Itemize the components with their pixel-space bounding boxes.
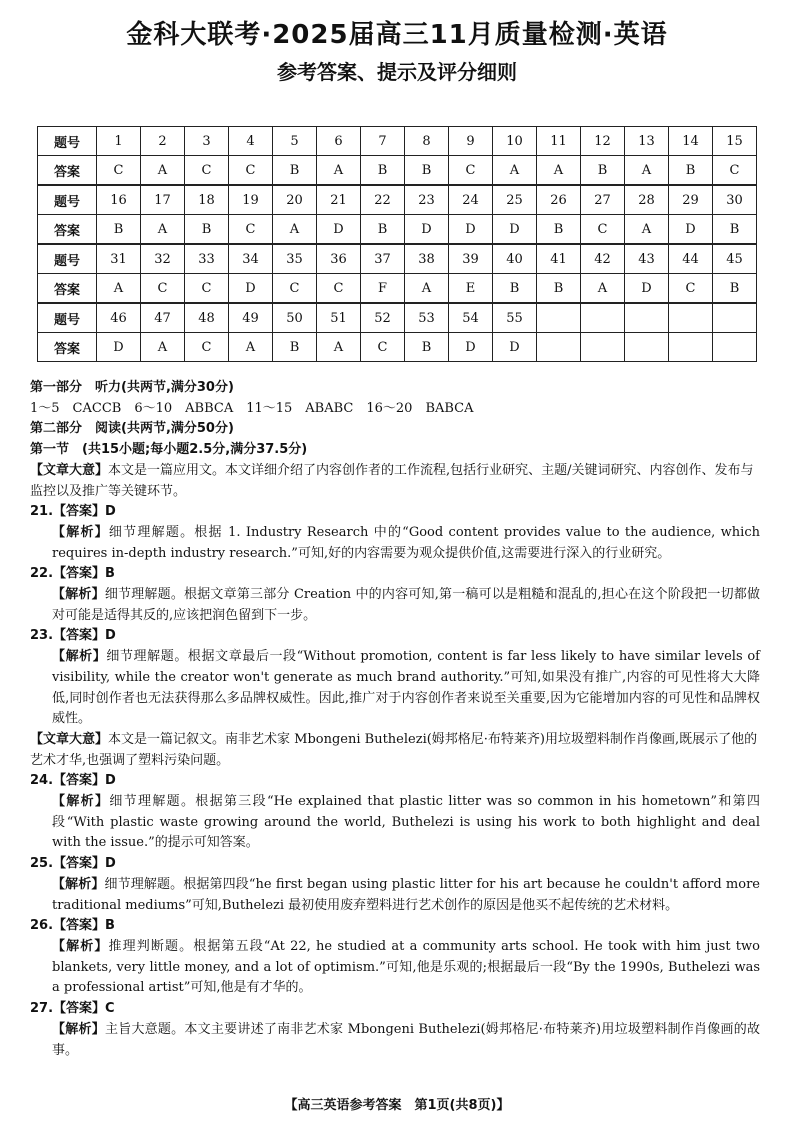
- answer-cell: [537, 333, 581, 362]
- question-number-cell: 25: [493, 185, 537, 215]
- question-number-cell: 15: [713, 127, 757, 156]
- answer-cell: C: [229, 156, 273, 186]
- q22-explanation: [30, 585, 760, 626]
- question-number-cell: 49: [229, 303, 273, 333]
- q22-answer: 22.【答案】B: [30, 566, 115, 582]
- answer-cell: A: [493, 156, 537, 186]
- question-number-cell: 26: [537, 185, 581, 215]
- question-number-cell: 38: [405, 244, 449, 274]
- answer-cell: C: [449, 156, 493, 186]
- q25-text: 细节理解题。根据第四段“he first began using plastic litter for his art because he couldn't afford more traditional mediums”可知,Buthelezi 最初使用废弃塑料进行艺术创作的原因是他买不起传统的艺术材料。: [52, 876, 760, 913]
- question-number-row: [38, 244, 757, 274]
- question-number-cell: 34: [229, 244, 273, 274]
- q27-explanation: [30, 1020, 760, 1061]
- q25-label: 【解析】: [52, 876, 105, 892]
- part1-answers: 1～5 CACCB 6～10 ABBCA 11～15 ABABC 16～20 BABCA: [30, 400, 474, 416]
- question-number-cell: 14: [669, 127, 713, 156]
- answer-cell: A: [229, 333, 273, 362]
- answer-cell: B: [185, 215, 229, 245]
- question-number-cell: 43: [625, 244, 669, 274]
- answer-cell: D: [449, 333, 493, 362]
- question-number-row: [38, 127, 757, 156]
- answer-cell: B: [361, 156, 405, 186]
- gist-a: [30, 461, 760, 502]
- q27-text: 主旨大意题。本文主要讲述了南非艺术家 Mbongeni Buthelezi(姆邦格尼·布特莱齐)用垃圾塑料制作肖像画的故事。: [52, 1021, 760, 1058]
- question-number-label: 题号: [38, 244, 97, 274]
- question-number-cell: 24: [449, 185, 493, 215]
- question-number-cell: 48: [185, 303, 229, 333]
- answer-cell: B: [713, 215, 757, 245]
- answer-cell: A: [273, 215, 317, 245]
- answer-label: 答案: [38, 215, 97, 245]
- q25-answer: 25.【答案】D: [30, 856, 116, 872]
- question-number-cell: 1: [97, 127, 141, 156]
- gist-b-label: 【文章大意】: [30, 731, 109, 747]
- gist-a-text: 本文是一篇应用文。本文详细介绍了内容创作者的工作流程,包括行业研究、主题/关键词研究、内容创作、发布与监控以及推广等关键环节。: [30, 462, 754, 499]
- question-number-label: 题号: [38, 303, 97, 333]
- answer-cell: B: [581, 156, 625, 186]
- answer-cell: E: [449, 274, 493, 304]
- question-number-cell: 20: [273, 185, 317, 215]
- answer-cell: A: [141, 215, 185, 245]
- answer-cell: C: [581, 215, 625, 245]
- q27-answer: 27.【答案】C: [30, 1001, 115, 1017]
- q21-answer: 21.【答案】D: [30, 504, 116, 520]
- answer-cell: A: [141, 333, 185, 362]
- question-number-cell: 3: [185, 127, 229, 156]
- question-number-cell: [713, 303, 757, 333]
- question-number-cell: 33: [185, 244, 229, 274]
- question-number-cell: 45: [713, 244, 757, 274]
- answer-cell: A: [625, 156, 669, 186]
- question-number-cell: 50: [273, 303, 317, 333]
- question-number-cell: 29: [669, 185, 713, 215]
- question-number-cell: 52: [361, 303, 405, 333]
- answer-cell: [713, 333, 757, 362]
- answer-cell: B: [273, 156, 317, 186]
- question-number-cell: 44: [669, 244, 713, 274]
- answer-cell: C: [141, 274, 185, 304]
- answer-cell: D: [493, 215, 537, 245]
- question-number-cell: 6: [317, 127, 361, 156]
- answer-cell: D: [405, 215, 449, 245]
- answer-cell: B: [361, 215, 405, 245]
- question-number-cell: 7: [361, 127, 405, 156]
- answer-cell: A: [317, 156, 361, 186]
- question-number-cell: 39: [449, 244, 493, 274]
- gist-b-text: 本文是一篇记叙文。南非艺术家 Mbongeni Buthelezi(姆邦格尼·布特莱齐)用垃圾塑料制作肖像画,既展示了他的艺术才华,也强调了塑料污染问题。: [30, 731, 758, 768]
- answer-row: [38, 333, 757, 362]
- part2-heading: 第二部分 阅读(共两节,满分50分): [30, 421, 234, 437]
- question-number-cell: 13: [625, 127, 669, 156]
- question-number-cell: 8: [405, 127, 449, 156]
- question-number-row: [38, 303, 757, 333]
- q26-answer: 26.【答案】B: [30, 918, 115, 934]
- question-number-cell: 21: [317, 185, 361, 215]
- question-number-cell: 11: [537, 127, 581, 156]
- answer-cell: B: [405, 333, 449, 362]
- question-number-cell: 36: [317, 244, 361, 274]
- answer-row: [38, 156, 757, 186]
- answer-explanations: [30, 378, 760, 1061]
- answer-cell: D: [317, 215, 361, 245]
- question-number-cell: 2: [141, 127, 185, 156]
- question-number-row: [38, 185, 757, 215]
- question-number-cell: 37: [361, 244, 405, 274]
- q23-text: 细节理解题。根据文章最后一段“Without promotion, content is far less likely to have similar levels of visibility, while the creator won't generate as much brand authority.”可知,如果没有推广,内容的可见性将大大降低,同时创作者也无法获得那么多品牌权威性。因此,推广对于内容创作者来说至关重要,因为它能增加内容的可见性和品牌权威性。: [52, 649, 760, 727]
- answer-table: [37, 126, 757, 362]
- answer-cell: A: [141, 156, 185, 186]
- answer-cell: [581, 333, 625, 362]
- question-number-cell: [537, 303, 581, 333]
- answer-cell: D: [449, 215, 493, 245]
- question-number-cell: 28: [625, 185, 669, 215]
- answer-cell: C: [229, 215, 273, 245]
- question-number-cell: 46: [97, 303, 141, 333]
- question-number-cell: 35: [273, 244, 317, 274]
- answer-cell: [625, 333, 669, 362]
- answer-cell: D: [97, 333, 141, 362]
- question-number-cell: 55: [493, 303, 537, 333]
- answer-cell: A: [405, 274, 449, 304]
- answer-cell: A: [625, 215, 669, 245]
- answer-cell: A: [537, 156, 581, 186]
- answer-row: [38, 274, 757, 304]
- q26-explanation: [30, 937, 760, 999]
- question-number-cell: 53: [405, 303, 449, 333]
- gist-a-label: 【文章大意】: [30, 462, 109, 478]
- q23-explanation: [30, 647, 760, 730]
- q22-label: 【解析】: [52, 587, 105, 603]
- section1-heading: 第一节 (共15小题;每小题2.5分,满分37.5分): [30, 442, 308, 458]
- q24-text: 细节理解题。根据第三段“He explained that plastic litter was so common in his hometown”和第四段“With plastic waste growing around the world, Buthelezi is using his work to both highlight and deal with the issue.”的提示可知答案。: [52, 794, 760, 851]
- answer-label: 答案: [38, 274, 97, 304]
- q21-label: 【解析】: [52, 524, 109, 540]
- question-number-cell: 9: [449, 127, 493, 156]
- answer-cell: B: [669, 156, 713, 186]
- answer-cell: C: [713, 156, 757, 186]
- answer-cell: B: [713, 274, 757, 304]
- q22-text: 细节理解题。根据文章第三部分 Creation 中的内容可知,第一稿可以是粗糙和混乱的,担心在这个阶段把一切都做对可能是适得其反的,应该把润色留到下一步。: [52, 587, 760, 623]
- question-number-label: 题号: [38, 127, 97, 156]
- q23-label: 【解析】: [52, 649, 107, 665]
- answer-cell: D: [229, 274, 273, 304]
- answer-cell: D: [625, 274, 669, 304]
- question-number-cell: [625, 303, 669, 333]
- q21-text: 细节理解题。根据 1. Industry Research 中的“Good content provides value to the audience, which requires in-depth industry research.”可知,好的内容需要为观众提供价值,这需要进行深入的行业研究。: [52, 524, 760, 561]
- question-number-cell: 27: [581, 185, 625, 215]
- question-number-cell: 19: [229, 185, 273, 215]
- answer-label: 答案: [38, 333, 97, 362]
- q24-label: 【解析】: [52, 794, 110, 810]
- q21-explanation: [30, 523, 760, 564]
- question-number-cell: 51: [317, 303, 361, 333]
- question-number-cell: 17: [141, 185, 185, 215]
- question-number-label: 题号: [38, 185, 97, 215]
- answer-cell: A: [317, 333, 361, 362]
- question-number-cell: 31: [97, 244, 141, 274]
- answer-cell: B: [97, 215, 141, 245]
- question-number-cell: 22: [361, 185, 405, 215]
- answer-cell: A: [581, 274, 625, 304]
- page-title: 金科大联考·2025届高三11月质量检测·英语: [126, 20, 668, 50]
- q27-label: 【解析】: [52, 1021, 105, 1037]
- question-number-cell: 42: [581, 244, 625, 274]
- answer-cell: B: [537, 274, 581, 304]
- answer-cell: D: [493, 333, 537, 362]
- question-number-cell: 12: [581, 127, 625, 156]
- answer-cell: C: [273, 274, 317, 304]
- answer-cell: A: [97, 274, 141, 304]
- question-number-cell: 5: [273, 127, 317, 156]
- answer-label: 答案: [38, 156, 97, 186]
- answer-cell: C: [97, 156, 141, 186]
- q24-explanation: [30, 792, 760, 854]
- question-number-cell: 18: [185, 185, 229, 215]
- answer-cell: C: [669, 274, 713, 304]
- answer-cell: B: [537, 215, 581, 245]
- q26-text: 推理判断题。根据第五段“At 22, he studied at a community arts school. He took with him just two blankets, very little money, and a lot of optimism.”可知,他是乐观的;根据最后一段“By the 1990s, Buthelezi was a professional artist”可知,他是有才华的。: [52, 938, 760, 996]
- page-subtitle: 参考答案、提示及评分细则: [277, 60, 517, 84]
- page-footer: 【高三英语参考答案 第1页(共8页)】: [284, 1098, 510, 1113]
- q25-explanation: [30, 875, 760, 916]
- question-number-cell: 47: [141, 303, 185, 333]
- answer-cell: B: [273, 333, 317, 362]
- question-number-cell: 40: [493, 244, 537, 274]
- question-number-cell: 10: [493, 127, 537, 156]
- answer-cell: D: [669, 215, 713, 245]
- q26-label: 【解析】: [52, 938, 109, 954]
- answer-cell: B: [493, 274, 537, 304]
- part1-heading: 第一部分 听力(共两节,满分30分): [30, 380, 234, 395]
- q23-answer: 23.【答案】D: [30, 628, 116, 644]
- question-number-cell: 23: [405, 185, 449, 215]
- answer-cell: C: [361, 333, 405, 362]
- question-number-cell: 30: [713, 185, 757, 215]
- answer-cell: C: [317, 274, 361, 304]
- question-number-cell: 4: [229, 127, 273, 156]
- answer-cell: C: [185, 274, 229, 304]
- q24-answer: 24.【答案】D: [30, 773, 116, 789]
- question-number-cell: [581, 303, 625, 333]
- question-number-cell: 54: [449, 303, 493, 333]
- answer-cell: B: [405, 156, 449, 186]
- answer-row: [38, 215, 757, 245]
- answer-cell: F: [361, 274, 405, 304]
- question-number-cell: 41: [537, 244, 581, 274]
- gist-b: [30, 730, 760, 771]
- answer-cell: [669, 333, 713, 362]
- question-number-cell: [669, 303, 713, 333]
- answer-cell: C: [185, 156, 229, 186]
- answer-cell: C: [185, 333, 229, 362]
- question-number-cell: 32: [141, 244, 185, 274]
- question-number-cell: 16: [97, 185, 141, 215]
